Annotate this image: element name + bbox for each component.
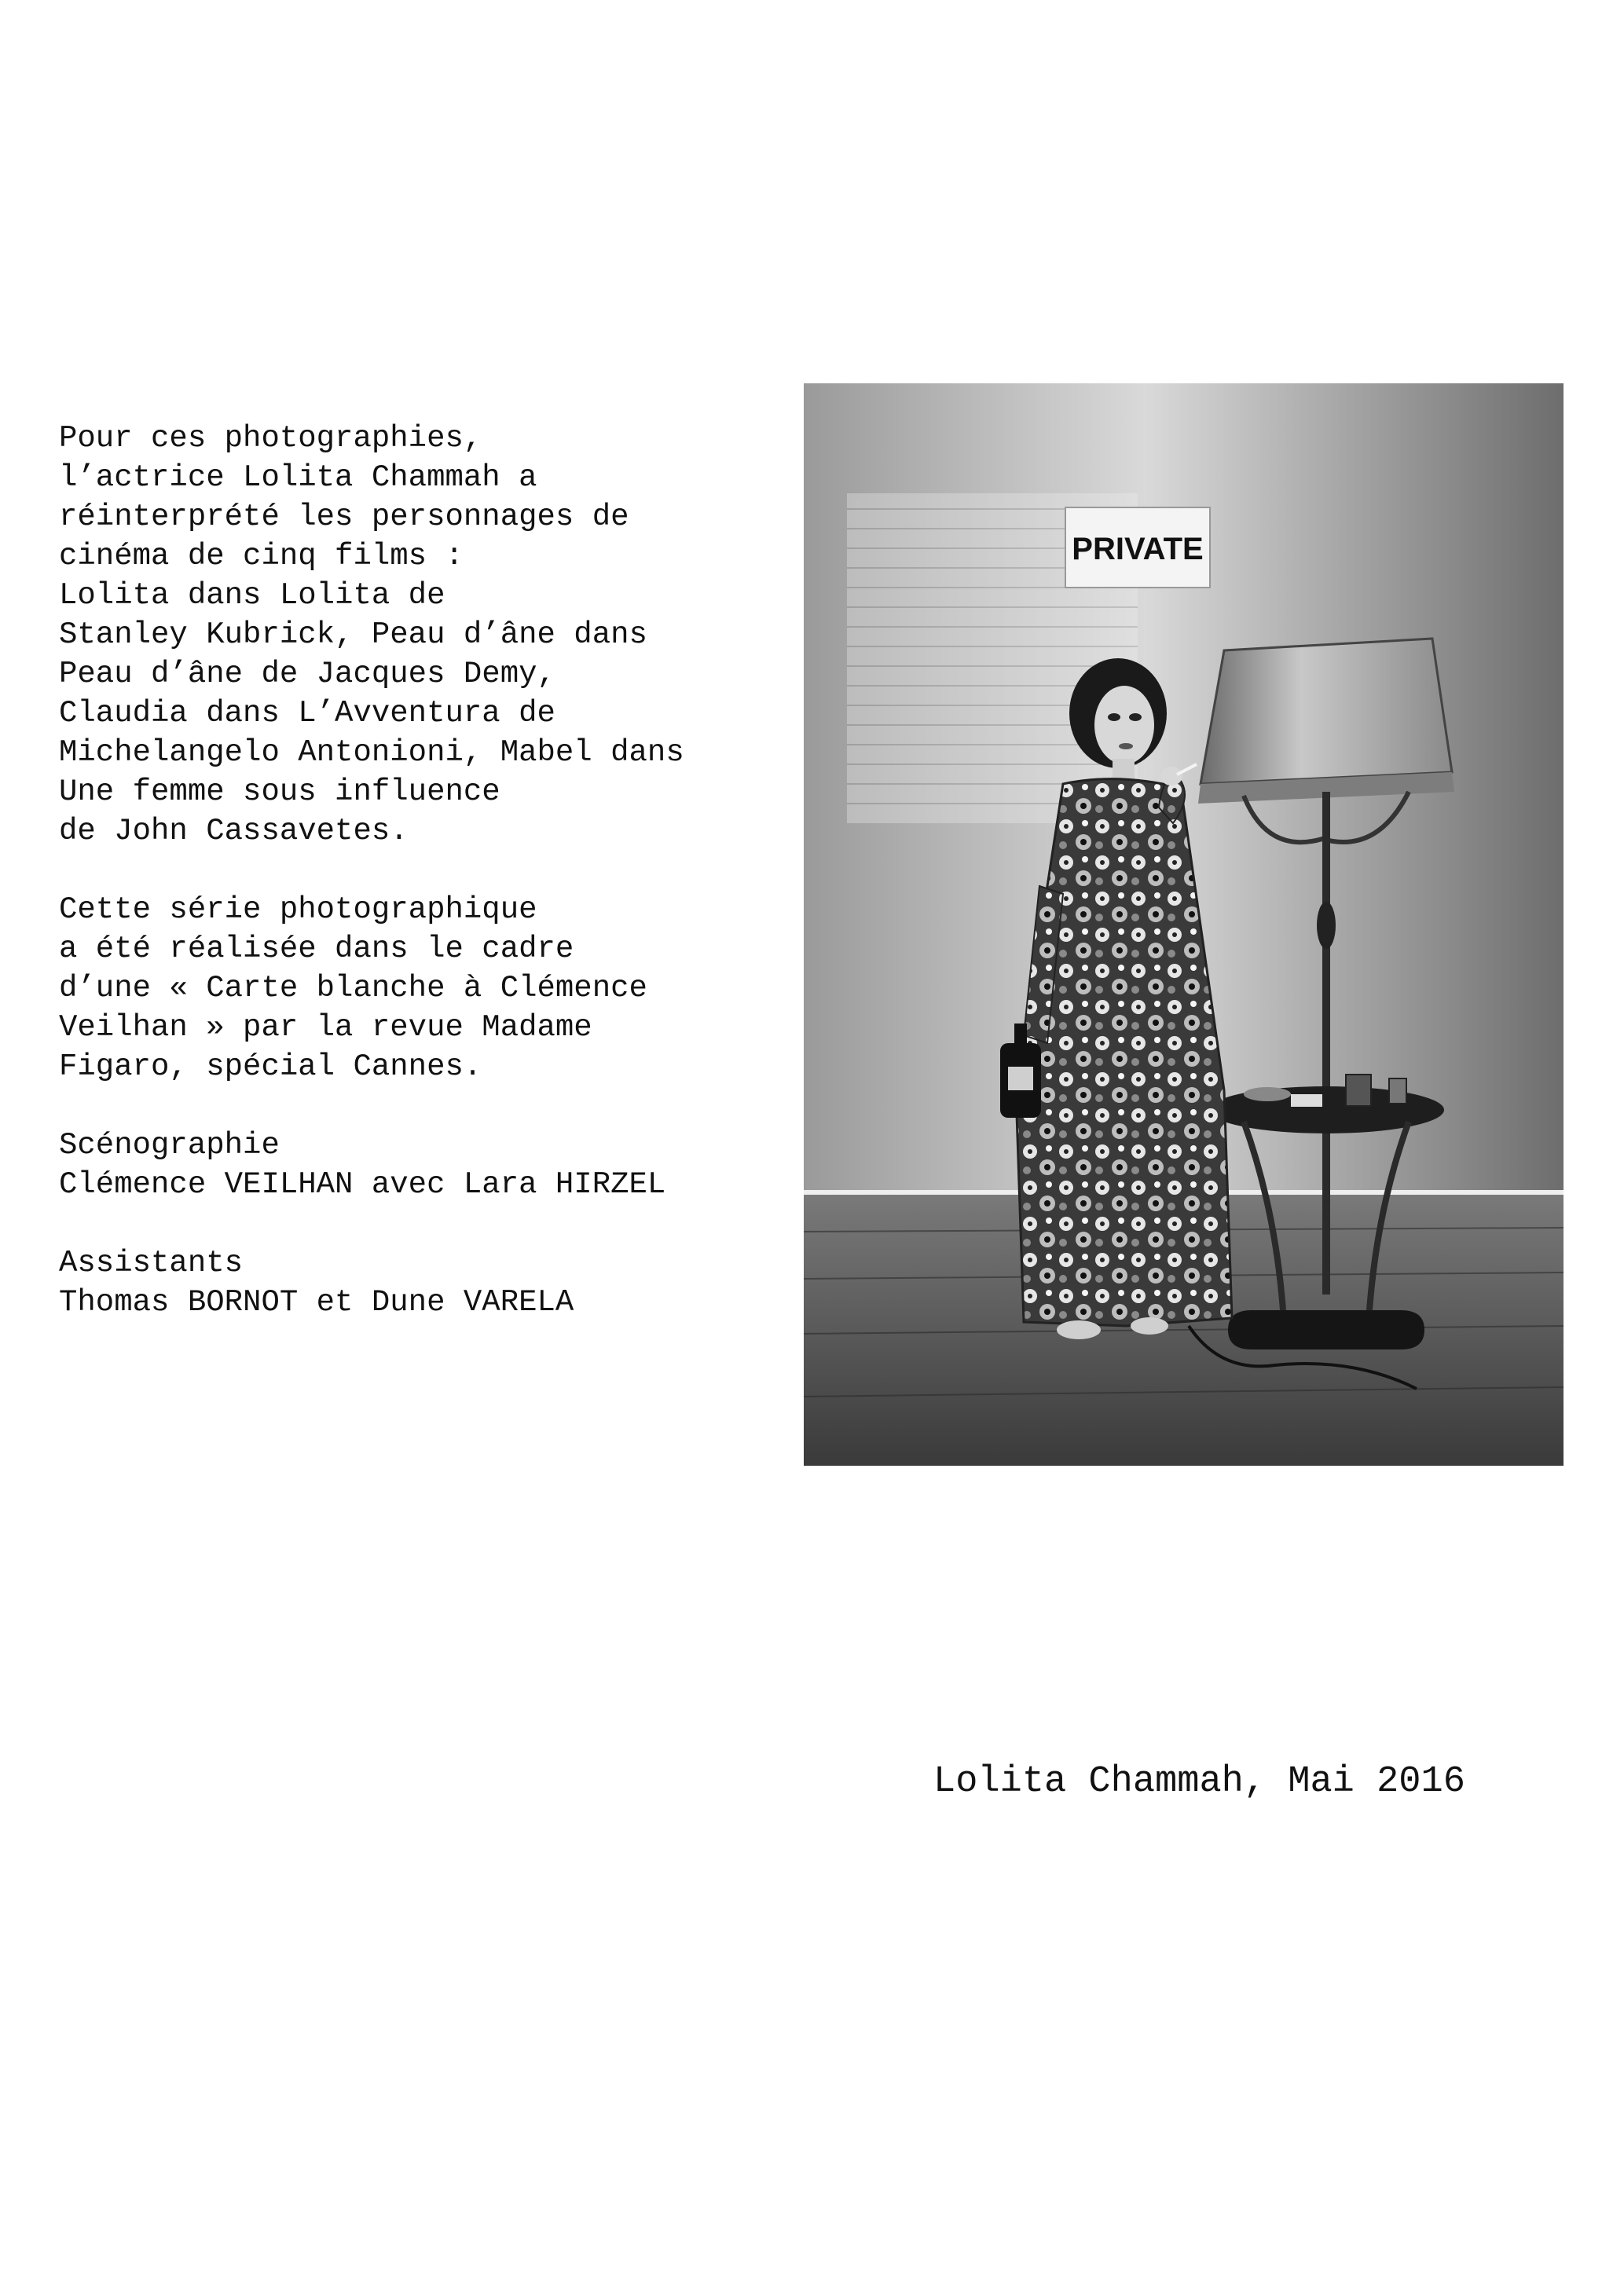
- intro-line: cinéma de cinq films :: [59, 539, 464, 573]
- series-line: a été réalisée dans le cadre: [59, 932, 574, 966]
- assistants-heading: Assistants: [59, 1246, 244, 1280]
- series-line: d’une « Carte blanche à Clémence: [59, 971, 647, 1005]
- intro-line: Claudia dans L’Avventura de: [59, 696, 555, 731]
- intro-line: Peau d’âne de Jacques Demy,: [59, 657, 555, 691]
- intro-line: l’actrice Lolita Chammah a: [59, 460, 537, 495]
- intro-line: Michelangelo Antonioni, Mabel dans: [59, 735, 684, 770]
- signature-line: Lolita Chammah, Mai 2016: [933, 1761, 1465, 1803]
- intro-line: Une femme sous influence: [59, 774, 500, 809]
- scenography-heading: Scénographie: [59, 1128, 280, 1163]
- scenography-credit: [59, 1126, 790, 1204]
- intro-paragraph: [59, 419, 790, 851]
- assistants-names: Thomas BORNOT et Dune VARELA: [59, 1285, 574, 1320]
- intro-line: réinterprété les personnages de: [59, 500, 629, 534]
- intro-line: Stanley Kubrick, Peau d’âne dans: [59, 617, 647, 652]
- series-paragraph: [59, 890, 790, 1086]
- scenography-names: Clémence VEILHAN avec Lara HIRZEL: [59, 1167, 666, 1202]
- photograph-illustration: [804, 383, 1564, 1466]
- intro-line: Lolita dans Lolita de: [59, 578, 445, 613]
- series-line: Cette série photographique: [59, 892, 537, 927]
- photograph: [804, 383, 1564, 1466]
- intro-line: de John Cassavetes.: [59, 814, 409, 848]
- private-sign: [1065, 507, 1210, 588]
- private-sign-text: PRIVATE: [1072, 532, 1204, 566]
- series-line: Figaro, spécial Cannes.: [59, 1049, 482, 1084]
- intro-line: Pour ces photographies,: [59, 421, 482, 456]
- series-line: Veilhan » par la revue Madame: [59, 1010, 592, 1045]
- assistants-credit: [59, 1243, 790, 1322]
- text-column: [59, 419, 790, 1361]
